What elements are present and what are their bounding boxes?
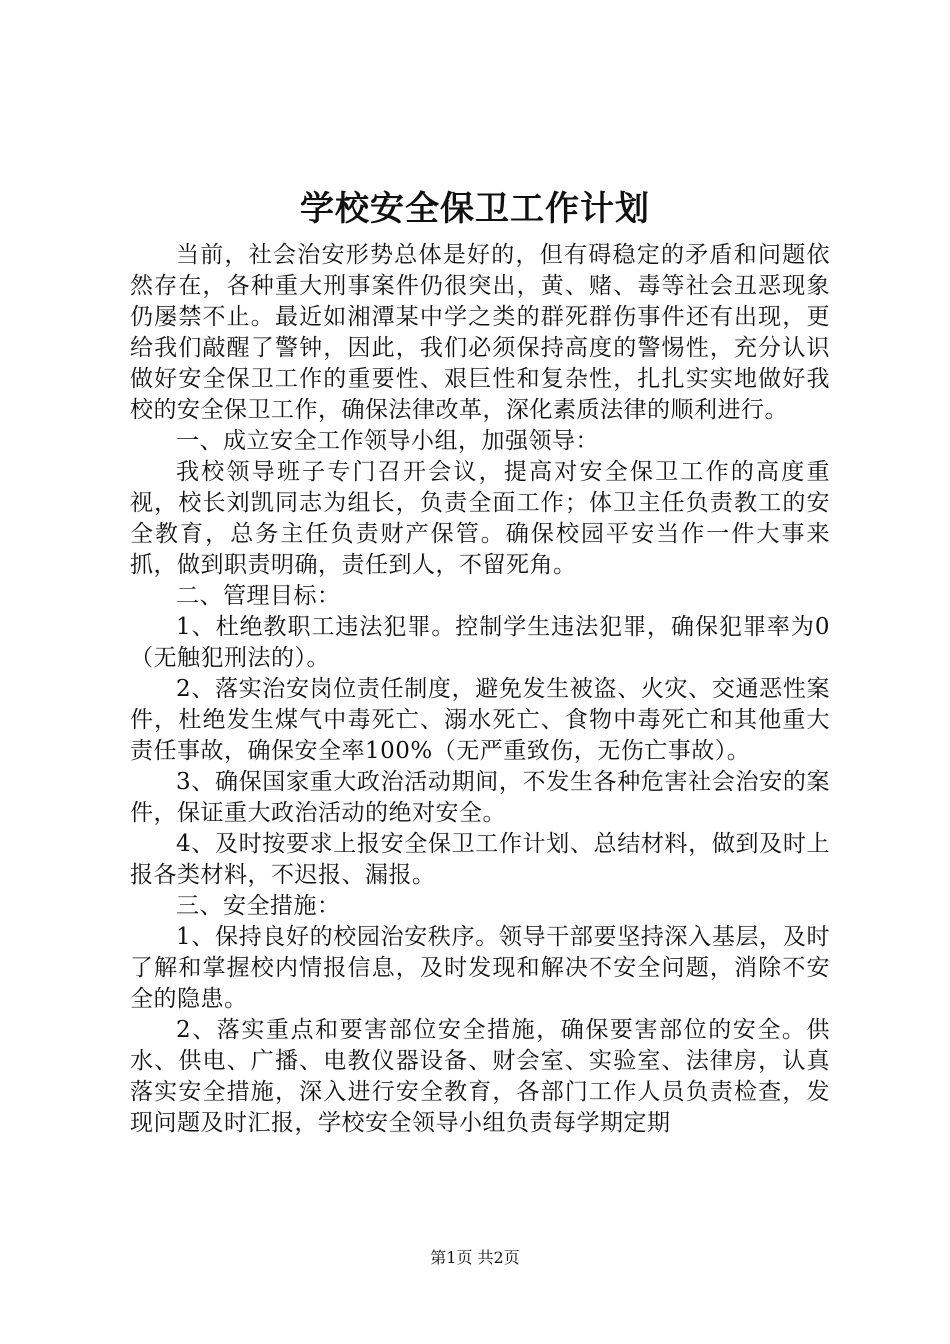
goal-item-4: 4、及时按要求上报安全保卫工作计划、总结材料，做到及时上报各类材料，不迟报、漏报。 bbox=[130, 831, 830, 888]
paragraph-intro: 当前，社会治安形势总体是好的，但有碍稳定的矛盾和问题依然存在，各种重大刑事案件仍很突出，黄、赌、毒等社会丑恶现象仍屡禁不止。最近如湘潭某中学之类的群死群伤事件还有出现，更给我们敲醒了警钟，因此，我们必须保持高度的警惕性，充分认识做好安全保卫工作的重要性、艰巨性和复杂性，扎扎实实地做好我校的安全保卫工作，确保法律改革，深化素质法律的顺利进行。 bbox=[130, 242, 830, 423]
section-heading-2: 二、管理目标： bbox=[176, 583, 341, 609]
measure-item-1: 1、保持良好的校园治安秩序。领导干部要坚持深入基层，及时了解和掌握校内情报信息，及时发现和解决不安全问题，消除不安全的隐患。 bbox=[130, 924, 830, 1012]
goal-item-1: 1、杜绝教职工违法犯罪。控制学生违法犯罪，确保犯罪率为0（无触犯刑法的）。 bbox=[130, 614, 830, 671]
section-heading-1: 一、成立安全工作领导小组，加强领导： bbox=[176, 428, 599, 454]
goal-item-3: 3、确保国家重大政治活动期间，不发生各种危害社会治安的案件，保证重大政治活动的绝对安全。 bbox=[130, 769, 830, 826]
goal-item-2: 2、落实治安岗位责任制度，避免发生被盗、火灾、交通恶性案件，杜绝发生煤气中毒死亡、溺水死亡、食物中毒死亡和其他重大责任事故，确保安全率100%（无严重致伤，无伤亡事故）。 bbox=[130, 676, 830, 764]
measure-item-2: 2、落实重点和要害部位安全措施，确保要害部位的安全。供水、供电、广播、电教仪器设备、财会室、实验室、法律房，认真落实安全措施，深入进行安全教育，各部门工作人员负责检查，发现问题及时汇报，学校安全领导小组负责每学期定期 bbox=[130, 1017, 830, 1136]
paragraph-leadership: 我校领导班子专门召开会议，提高对安全保卫工作的高度重视，校长刘凯同志为组长，负责全面工作；体卫主任负责教工的安全教育，总务主任负责财产保管。确保校园平安当作一件大事来抓，做到职责明确，责任到人，不留死角。 bbox=[130, 459, 830, 578]
section-heading-3: 三、安全措施： bbox=[176, 893, 341, 919]
document-body bbox=[130, 240, 830, 1139]
document-title: 学校安全保卫工作计划 bbox=[300, 189, 650, 229]
page-number: 第1页 共2页 bbox=[430, 1248, 520, 1267]
